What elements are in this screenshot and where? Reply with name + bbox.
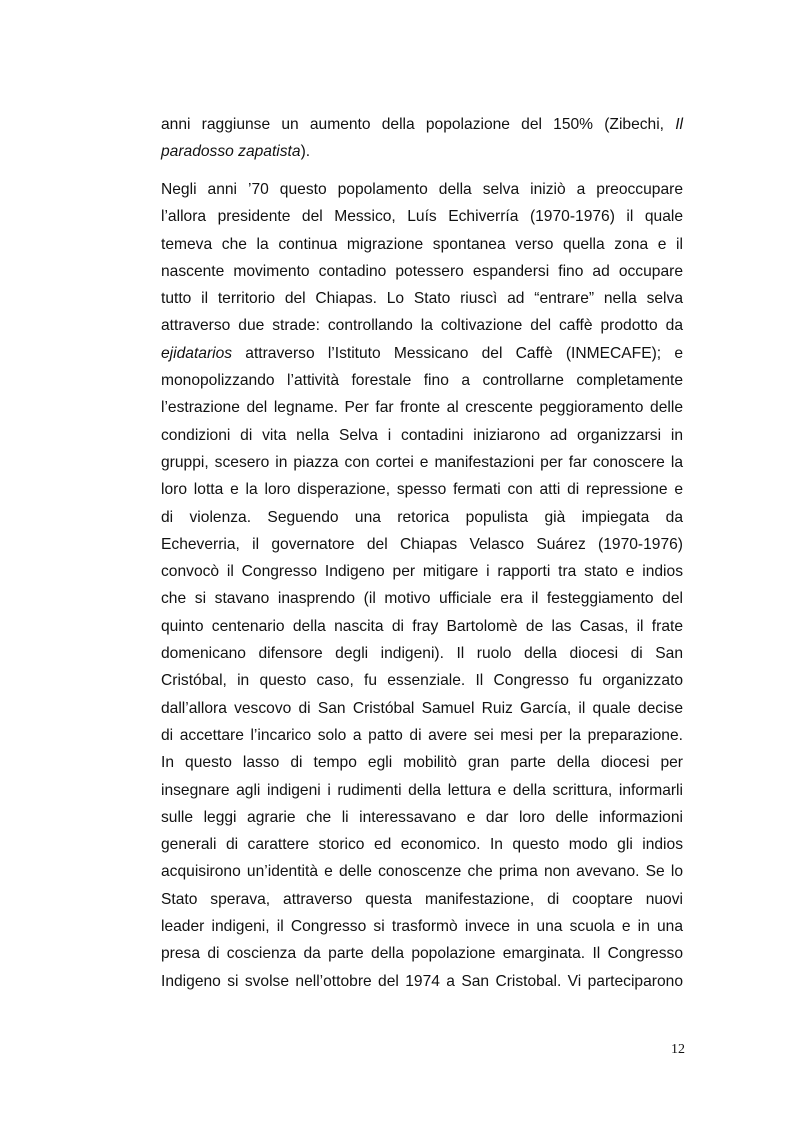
paragraph-2-line: l’estrazione del legname. Per far fronte al crescente peggioramento delle — [161, 399, 683, 417]
paragraph-2-line: condizioni di vita nella Selva i contadini iniziarono ad organizzarsi in — [161, 426, 683, 444]
paragraph-2-line: generali di carattere storico ed economico. In questo modo gli indios — [161, 836, 683, 854]
paragraph-2-line: Stato sperava, attraverso questa manifestazione, di cooptare nuovi — [161, 890, 683, 908]
paragraph-2-line: Echeverria, il governatore del Chiapas Velasco Suárez (1970-1976) — [161, 535, 683, 553]
paragraph-2-line: temeva che la continua migrazione spontanea verso quella zona e il — [161, 235, 683, 253]
paragraph-2-line: dall’allora vescovo di San Cristóbal Samuel Ruiz García, il quale decise — [161, 699, 683, 717]
paragraph-2-line: domenicano difensore degli indigeni). Il ruolo della diocesi di San — [161, 645, 683, 663]
paragraph-2-line: gruppi, scesero in piazza con cortei e manifestazioni per far conoscere la — [161, 453, 683, 471]
book-title-italic-part-1: Il — [675, 116, 683, 133]
paragraph-2-line: convocò il Congresso Indigeno per mitigare i rapporti tra stato e indios — [161, 563, 683, 581]
paragraph-2-line: ejidatarios attraverso l’Istituto Messicano del Caffè (INMECAFE); e — [161, 344, 683, 362]
paragraph-2-line: tutto il territorio del Chiapas. Lo Stato riuscì ad “entrare” nella selva — [161, 290, 683, 308]
paragraph-2-line: di violenza. Seguendo una retorica populista già impiegata da — [161, 508, 683, 526]
paragraph-2-line: presa di coscienza da parte della popolazione emarginata. Il Congresso — [161, 945, 683, 963]
paragraph-2-line: acquisirono un’identità e delle conoscenze che prima non avevano. Se lo — [161, 863, 683, 881]
paragraph-2-line: nascente movimento contadino potessero espandersi fino ad occupare — [161, 262, 683, 280]
paragraph-2-line: quinto centenario della nascita di fray Bartolomè de las Casas, il frate — [161, 617, 683, 635]
paragraph-1-line-2: paradosso zapatista). — [161, 143, 311, 161]
paragraph-2-line: In questo lasso di tempo egli mobilitò gran parte della diocesi per — [161, 754, 683, 772]
paragraph-2-line: Cristóbal, in questo caso, fu essenziale. Il Congresso fu organizzato — [161, 672, 683, 690]
page-number: 12 — [671, 1042, 685, 1057]
paragraph-1-line-1: anni raggiunse un aumento della popolazione del 150% (Zibechi, Il — [161, 116, 683, 133]
paragraph-2-line: insegnare agli indigeni i rudimenti della lettura e della scrittura, informarli — [161, 781, 683, 799]
ejidatarios-italic: ejidatarios — [161, 344, 233, 362]
paragraph-2-line: loro lotta e la loro disperazione, spesso fermati con atti di repressione e — [161, 481, 683, 499]
paragraph-2-line: attraverso due strade: controllando la coltivazione del caffè prodotto da — [161, 317, 683, 335]
paragraph-2-line: Indigeno si svolse nell’ottobre del 1974 a San Cristobal. Vi parteciparono — [161, 972, 683, 990]
paragraph-2-line: Negli anni ’70 questo popolamento della selva iniziò a preoccupare — [161, 181, 683, 198]
paragraph-2-line: leader indigeni, il Congresso si trasformò invece in una scuola e in una — [161, 918, 683, 936]
paragraph-2-line: di accettare l’incarico solo a patto di avere sei mesi per la preparazione. — [161, 726, 683, 744]
paragraph-2-line: monopolizzando l’attività forestale fino a controllarne completamente — [161, 372, 683, 390]
paragraph-2-line: sulle leggi agrarie che li interessavano e dar loro delle informazioni — [161, 808, 683, 826]
paragraph-1 — [161, 111, 683, 166]
paragraph-2-line: che si stavano inasprendo (il motivo ufficiale era il festeggiamento del — [161, 590, 683, 608]
paragraph-2 — [161, 176, 683, 995]
paragraph-2-line: l’allora presidente del Messico, Luís Echiverría (1970-1976) il quale — [161, 208, 683, 226]
book-title-italic-part-2: paradosso zapatista — [161, 143, 301, 161]
